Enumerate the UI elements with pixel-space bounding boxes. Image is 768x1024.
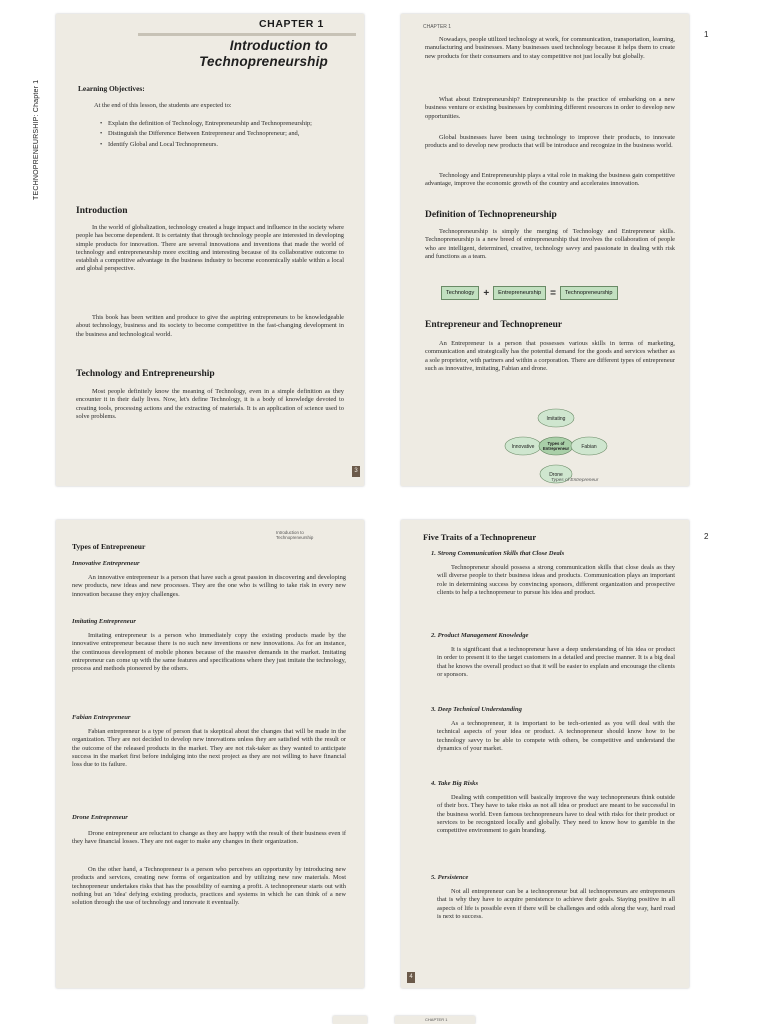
equals-sign: = <box>550 287 556 299</box>
equation-entrepreneurship: Entrepreneurship <box>493 286 546 300</box>
trait-4-title: 4. Take Big Risks <box>431 780 479 787</box>
paragraph-global-business: Global businesses have been using technology to improve their products, to innovate products and to develop new products that will be introduce and recognize in the business world. <box>425 134 675 150</box>
plus-sign: + <box>483 287 490 299</box>
trait-3-title: 3. Deep Technical Understanding <box>431 706 522 713</box>
diagram-caption: Types of Entrepreneur <box>551 478 599 483</box>
trait-4-text: Dealing with competition will basically improve the way technopreneurs think outside of their box. They have to take risks as not all idea or product are meant to be successful in the business world. Even famous technopreneurs have to deal with risks for their product or services to be recognized locally and globally. They need to know how to gamble in the competitive environment to gain branding. <box>437 794 675 835</box>
chapter-label: CHAPTER 1 <box>259 18 324 30</box>
running-header: CHAPTER 1 <box>423 24 452 30</box>
diagram-center-line1: Types of <box>547 441 565 446</box>
partial-page-right <box>395 1016 475 1024</box>
entrepreneur-paragraph: An Entrepreneur is a person that possesses various skills in terms of marketing, communication and strategically has the potential demand for the goods and services whether as a sole proprietor, with partners and within a corporation. There are different types of entrepreneur such as innovative, imitating, Fabian and drone. <box>425 340 675 372</box>
technology-paragraph: Most people definitely know the meaning of Technology, even in a simple definition as they encounter it in their daily lives. Now, let's define Technology, it is a body of knowledge devoted to creating tools, processing actions and the extracting of materials. It is an application of science used to solve problems. <box>76 388 344 420</box>
paragraph-nowadays: Nowadays, people utilized technology at work, for communication, transportation, learning, manufacturing and businesses. Many businesses used technology because it helps them to create new products for their consumers and to stay competitive not just locally but globally. <box>425 36 675 60</box>
drone-title: Drone Entrepreneur <box>72 814 128 821</box>
trait-5-text: Not all entrepreneur can be a technopreneur but all technopreneurs are entrepreneurs that is why they have to acquire persistence to achieve their goals. Staying positive in all aspects of life is possible even if there will be challenges and odds along the way, hard road is next to success. <box>437 888 675 920</box>
imitating-title: Imitating Entrepreneur <box>72 618 136 625</box>
diagram-label-imitating: Imitating <box>546 416 566 422</box>
trait-3-text: As a technopreneur, it is important to be tech-oriented as you will deal with the technical aspects of your idea or product. A technopreneur should know how to be technology savvy to be able to compete with others, be competitive and understand the dynamics of your market. <box>437 720 675 752</box>
objective-item: • Distinguish the Difference Between Entrepreneur and Technopreneur; and, <box>100 130 332 138</box>
page-number-2: 2 <box>704 532 709 541</box>
innovative-title: Innovative Entrepreneur <box>72 560 140 567</box>
diagram-label-innovative: Innovative <box>511 444 535 450</box>
trait-1-text: Technopreneur should possess a strong communication skills that close deals as they will diverse people to their business ideas and products. Communication plays an important role in determining success by convincing sponsors, different organization and prospective clients to help a technopreneur to pursue his idea and product. <box>437 564 675 596</box>
equation-technology: Technology <box>441 286 479 300</box>
chapter-title-line2: Technopreneurship <box>199 54 328 69</box>
fabian-title: Fabian Entrepreneur <box>72 714 131 721</box>
types-diagram <box>501 402 611 486</box>
fabian-paragraph: Fabian entrepreneur is a type of person that is skeptical about the changes that will be made in the organization. They are not decided to develop new innovations unless they are satisfied with the result or the outcome of the released products in the market. They are not risk-taker as they wanted to anticipate success in the market first before indulging into the next project as they are not willing to have financial loss due to its failure. <box>72 728 346 769</box>
definition-paragraph: Technopreneurship is simply the merging of Technology and Entrepreneur skills. Technopreneurship is a new breed of entrepreneurship that involves the collaboration of people who are intelligent, determined, creative, technology savvy and passionate in dealing with risk and functions as a team. <box>425 228 675 260</box>
types-heading: Types of Entrepreneur <box>72 542 146 551</box>
trait-5-title: 5. Persistence <box>431 874 469 881</box>
spine-label: TECHNOPRENEURSHIP: Chapter 1 <box>33 79 40 200</box>
running-header-line1: Introduction to <box>276 530 304 535</box>
introduction-heading: Introduction <box>76 206 128 216</box>
entrepreneur-technopreneur-heading: Entrepreneur and Technopreneur <box>425 320 563 330</box>
innovative-paragraph: An innovative entrepreneur is a person that have such a great passion in discovering and developing new products, new ideas and new processes. They are the one who is willing to take risk in every new innovation because they enjoy challenges. <box>72 574 346 598</box>
tech-entrepreneurship-heading: Technology and Entrepreneurship <box>76 369 215 379</box>
partial-page-left <box>333 1016 367 1024</box>
book-page-chapter-opening <box>56 14 364 486</box>
traits-heading: Five Traits of a Technopreneur <box>423 532 537 542</box>
running-header-line2: Technopreneurship <box>276 535 314 540</box>
drone-paragraph: Drone entrepreneur are reluctant to change as they are happy with the result of their business even if they have financial losses. They are not eager to make any changes in their organization. <box>72 830 346 846</box>
title-rule <box>138 33 356 36</box>
introduction-paragraph-2: This book has been written and produce to give the aspiring entrepreneurs to be knowledgeable about technology, business and its society to become competitive in the fast-changing development in the business and technological world. <box>76 314 344 338</box>
paragraph-vital-role: Technology and Entrepreneurship plays a vital role in making the business gain competitive advantage, improve the economic growth of the country and accelerates innovation. <box>425 172 675 188</box>
equation-graphic <box>441 286 618 300</box>
diagram-label-drone: Drone <box>549 472 563 478</box>
book-page-five-traits <box>401 520 689 988</box>
introduction-paragraph-1: In the world of globalization, technology created a huge impact and influence in the society where people has become dependent. It is certainty that through technology people are interested in developing simple products for innovation. There are several innovations and inventions that made the world of technology and entrepreneurship more exciting and interesting because of its collaborative outcome to establish a competitive advantage in the business industry to become economically stable within a local and global perspective. <box>76 224 344 273</box>
objective-item: • Identify Global and Local Technopreneurs. <box>100 141 332 149</box>
technopreneur-paragraph: On the other hand, a Technopreneur is a person who perceives an opportunity by introducing new products and services, creating new forms of organization and by utilizing new raw materials. Most technopreneur undertakes risks that has the possibility of earning a profit. A technopreneur starts out with nothing but an 'idea' defying existing products, practices and systems in which he can think of a new solution through the use of technology and innovate it eventually. <box>72 866 346 907</box>
page-footer-marker: 4 <box>407 972 415 983</box>
page-number-1: 1 <box>704 30 709 39</box>
imitating-paragraph: Imitating entrepreneur is a person who immediately copy the existing products made by the innovative entrepreneur because there is no such new inventions or new innovations. As for an instance, the continuous development of mobile phones because of the massive demands in the market. Imitating entrepreneur can come up with the same features and specifications where they just imitate the technology, process and methods pioneered by the others. <box>72 632 346 673</box>
equation-technopreneurship: Technopreneurship <box>560 286 618 300</box>
chapter-title-line1: Introduction to <box>229 38 328 53</box>
definition-heading: Definition of Technopreneurship <box>425 210 557 220</box>
partial-running-header: CHAPTER 1 <box>425 1017 448 1022</box>
trait-1-title: 1. Strong Communication Skills that Close Deals <box>431 550 565 557</box>
trait-2-text: It is significant that a technopreneur have a deep understanding of his idea or product in order to present it to the target customers in a detailed and precise manner. It is a big deal that he knows the overall product so that it will be easier to explain and encourage the clients or sponsors. <box>437 646 675 678</box>
book-page-types-of-entrepreneur <box>56 520 364 988</box>
objectives-heading: Learning Objectives: <box>78 84 145 93</box>
page-footer-marker: 3 <box>352 466 360 477</box>
objective-item: • Explain the definition of Technology, Entrepreneurship and Technopreneurship; <box>100 120 332 128</box>
objectives-intro: At the end of this lesson, the students are expected to: <box>94 102 232 109</box>
book-page-definitions <box>401 14 689 486</box>
paragraph-entrepreneurship: What about Entrepreneurship? Entrepreneurship is the practice of embarking on a new business venture or existing businesses by combining different resources in order to develop new opportunities. <box>425 96 675 120</box>
diagram-center-line2: Entrepreneur <box>542 446 570 451</box>
objectives-list <box>100 120 332 151</box>
diagram-label-fabian: Fabian <box>581 444 597 450</box>
trait-2-title: 2. Product Management Knowledge <box>431 632 529 639</box>
